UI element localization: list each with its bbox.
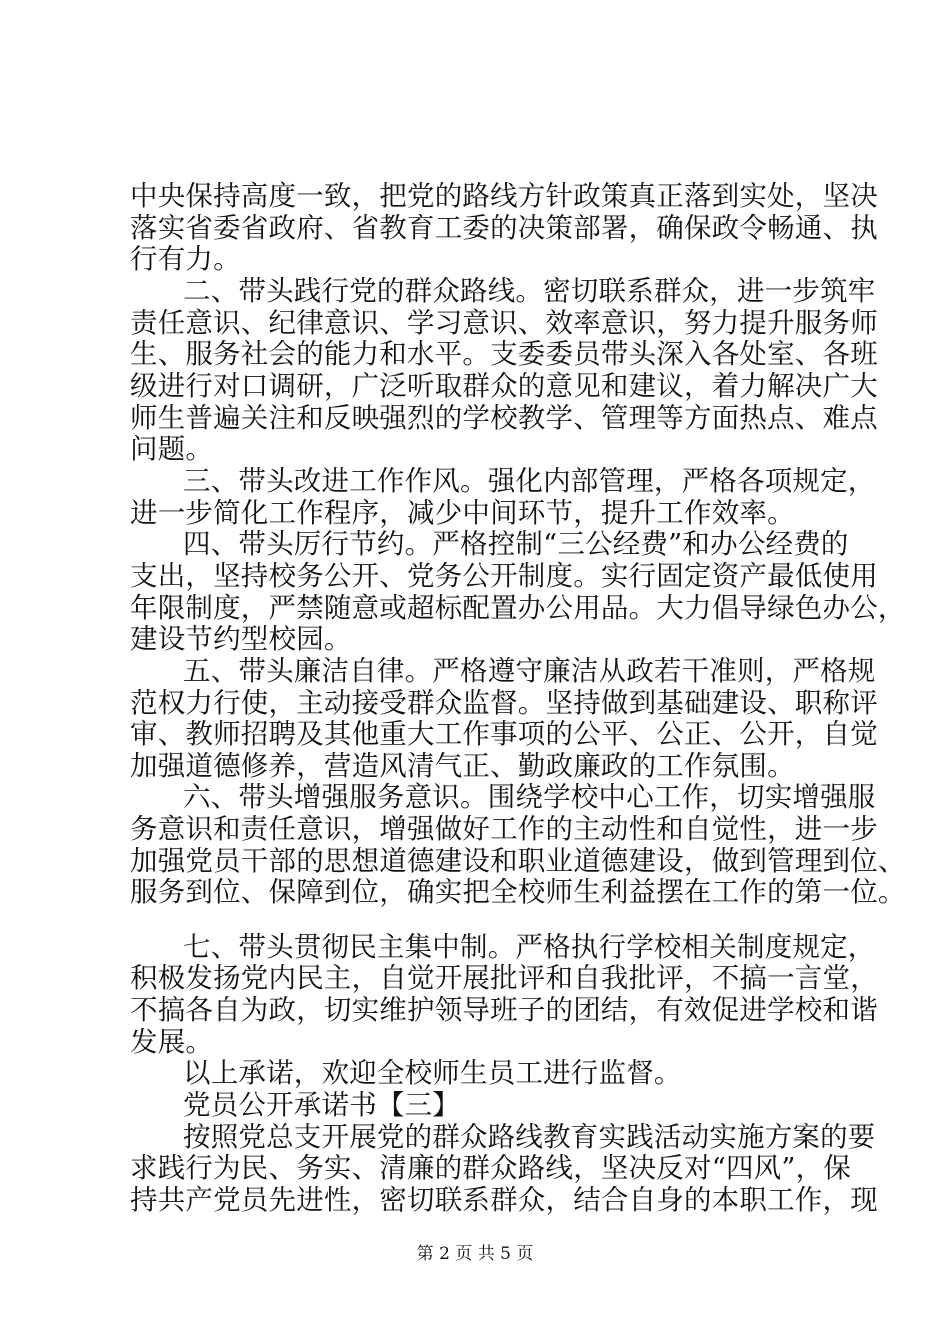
text-line: 中央保持高度一致，把党的路线方针政策真正落到实处，坚决 [130, 180, 878, 212]
text-line: 以上承诺，欢迎全校师生员工进行监督。 [183, 1057, 682, 1089]
text-line: 求践行为民、务实、清廉的群众路线，坚决反对“四风”，保 [130, 1152, 852, 1184]
text-line: 六、带头增强服务意识。围绕学校中心工作，切实增强服 [183, 781, 876, 813]
text-line: 进一步简化工作程序，减少中间环节，提升工作效率。 [130, 497, 795, 529]
text-line: 四、带头厉行节约。严格控制“三公经费”和办公经费的 [183, 528, 849, 560]
text-line: 范权力行使，主动接受群众监督。坚持做到基础建设、职称评 [130, 687, 878, 719]
text-line: 二、带头践行党的群众路线。密切联系群众，进一步筑牢 [183, 275, 876, 307]
section-heading: 党员公开承诺书【三】 [183, 1089, 460, 1121]
text-line: 行有力。 [130, 243, 241, 275]
text-line: 积极发扬党内民主，自觉开展批评和自我批评，不搞一言堂， [130, 962, 878, 994]
text-line: 服务到位、保障到位，确实把全校师生利益摆在工作的第一位。 [130, 876, 906, 908]
text-line: 加强党员干部的思想道德建设和职业道德建设，做到管理到位、 [130, 845, 906, 877]
text-line: 不搞各自为政，切实维护领导班子的团结，有效促进学校和谐 [130, 994, 878, 1026]
text-line: 生、服务社会的能力和水平。支委委员带头深入各处室、各班 [130, 338, 878, 370]
text-line: 加强道德修养，营造风清气正、勤政廉政的工作氛围。 [130, 750, 795, 782]
text-line: 三、带头改进工作作风。强化内部管理，严格各项规定， [183, 465, 876, 497]
text-line: 建设节约型校园。 [130, 623, 352, 655]
text-line: 年限制度，严禁随意或超标配置办公用品。大力倡导绿色办公， [130, 592, 906, 624]
text-line: 审、教师招聘及其他重大工作事项的公平、公正、公开，自觉 [130, 718, 878, 750]
text-line: 务意识和责任意识，增强做好工作的主动性和自觉性，进一步 [130, 813, 878, 845]
text-line: 师生普遍关注和反映强烈的学校教学、管理等方面热点、难点 [130, 402, 878, 434]
text-line: 按照党总支开展党的群众路线教育实践活动实施方案的要 [183, 1121, 876, 1153]
text-line: 问题。 [130, 433, 214, 465]
text-line: 七、带头贯彻民主集中制。严格执行学校相关制度规定， [183, 931, 876, 963]
text-line: 五、带头廉洁自律。严格遵守廉洁从政若干准则，严格规 [183, 655, 876, 687]
text-line: 持共产党员先进性，密切联系群众，结合自身的本职工作，现 [130, 1184, 878, 1216]
text-line: 发展。 [130, 1026, 214, 1058]
text-line: 支出，坚持校务公开、党务公开制度。实行固定资产最低使用 [130, 560, 878, 592]
text-line: 落实省委省政府、省教育工委的决策部署，确保政令畅通、执 [130, 212, 878, 244]
text-line: 级进行对口调研，广泛听取群众的意见和建议，着力解决广大 [130, 370, 878, 402]
text-line: 责任意识、纪律意识、学习意识、效率意识，努力提升服务师 [130, 307, 878, 339]
page-number-footer: 第 2 页 共 5 页 [416, 1244, 534, 1264]
